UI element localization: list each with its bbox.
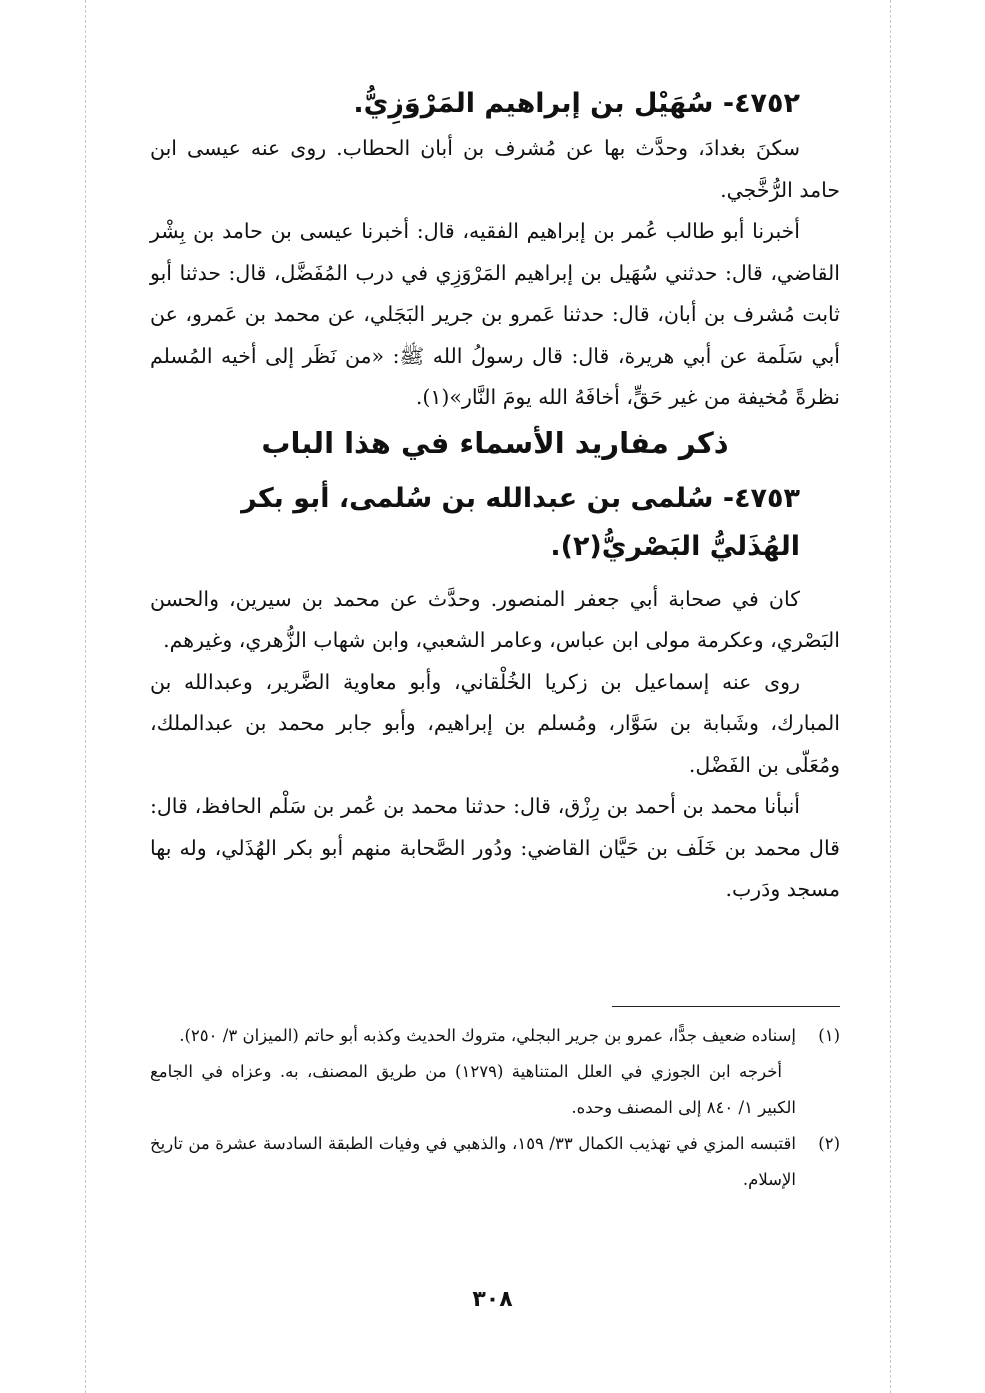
entry-4753-paragraph-1: كان في صحابة أبي جعفر المنصور. وحدَّث عن محمد بن سيرين، والحسن البَصْري، وعكرمة مولى ابن عباس، وعامر الشعبي، وابن شهاب الزُّهري، وغيرهم. [150, 586, 840, 652]
footnote-2-text: اقتبسه المزي في تهذيب الكمال ٣٣/ ١٥٩، والذهبي في وفيات الطبقة السادسة عشرة من تاريخ الإسلام. [150, 1134, 797, 1189]
footnotes [150, 1018, 840, 1198]
footnote-divider [612, 1006, 840, 1007]
entry-heading-4753: ٤٧٥٣- سُلمى بن عبدالله بن سُلمى، أبو بكر الهُذَليُّ البَصْريُّ(٢). [241, 482, 800, 562]
footnote-2-number: (٢) [818, 1134, 840, 1153]
entry-4753-paragraph-2: روى عنه إسماعيل بن زكريا الخُلْقاني، وأبو معاوية الضَّرير، وعبدالله بن المبارك، وشَبابة بن سَوَّار، ومُسلم بن إبراهيم، وأبو جابر محمد بن عبدالملك، ومُعَلّى بن الفَضْل. [150, 669, 840, 777]
footnote-1-continuation: أخرجه ابن الجوزي في العلل المتناهية (١٢٧٩) من طريق المصنف، به. وعزاه في الجامع الكبير ١/ ٨٤٠ إلى المصنف وحده. [150, 1062, 796, 1117]
footnote-1 [150, 1018, 840, 1054]
footnote-2 [150, 1126, 840, 1198]
entry-4752-paragraph-1: سكنَ بغدادَ، وحدَّث بها عن مُشرف بن أبان الحطاب. روى عنه عيسى ابن حامد الرُّخَّجي. [150, 136, 840, 202]
main-text [150, 80, 840, 911]
entry-heading-4752: ٤٧٥٢- سُهَيْل بن إبراهيم المَرْوَزِيُّ. [353, 88, 800, 119]
section-heading: ذكر مفاريد الأسماء في هذا الباب [261, 425, 729, 460]
margin-guide-left [85, 0, 86, 1393]
entry-4753-paragraph-3: أنبأنا محمد بن أحمد بن رِزْق، قال: حدثنا محمد بن عُمر بن سَلْم الحافظ، قال: قال محمد بن خَلَف بن حَيَّان القاضي: ودُور الصَّحابة منهم أبو بكر الهُذَلي، وله بها مسجد ودَرب. [150, 794, 840, 901]
margin-guide-right [890, 0, 891, 1393]
entry-4752-paragraph-2: أخبرنا أبو طالب عُمر بن إبراهيم الفقيه، قال: أخبرنا عيسى بن حامد بن بِشْر القاضي، قال: حدثني سُهَيل بن إبراهيم المَرْوَزِي في درب المُفَضَّل، قال: حدثنا أبو ثابت مُشرف بن أبان، قال: حدثنا عَمرو بن جرير البَجَلي، عن محمد بن عَمرو، عن أبي سَلَمة عن أبي هريرة، قال: قال رسولُ الله ﷺ: «من نَظَر إلى أخيه المُسلم نظرةً مُخيفة من غير حَقٍّ، أخافَهُ الله يومَ النَّار»(١). [150, 219, 840, 409]
footnote-1-number: (١) [818, 1026, 840, 1045]
footnote-1-text: إسناده ضعيف جدًّا، عمرو بن جرير البجلي، متروك الحديث وكذبه أبو حاتم (الميزان ٣/ ٢٥٠). [179, 1026, 796, 1045]
page-number: ٣٠٨ [472, 1287, 513, 1312]
